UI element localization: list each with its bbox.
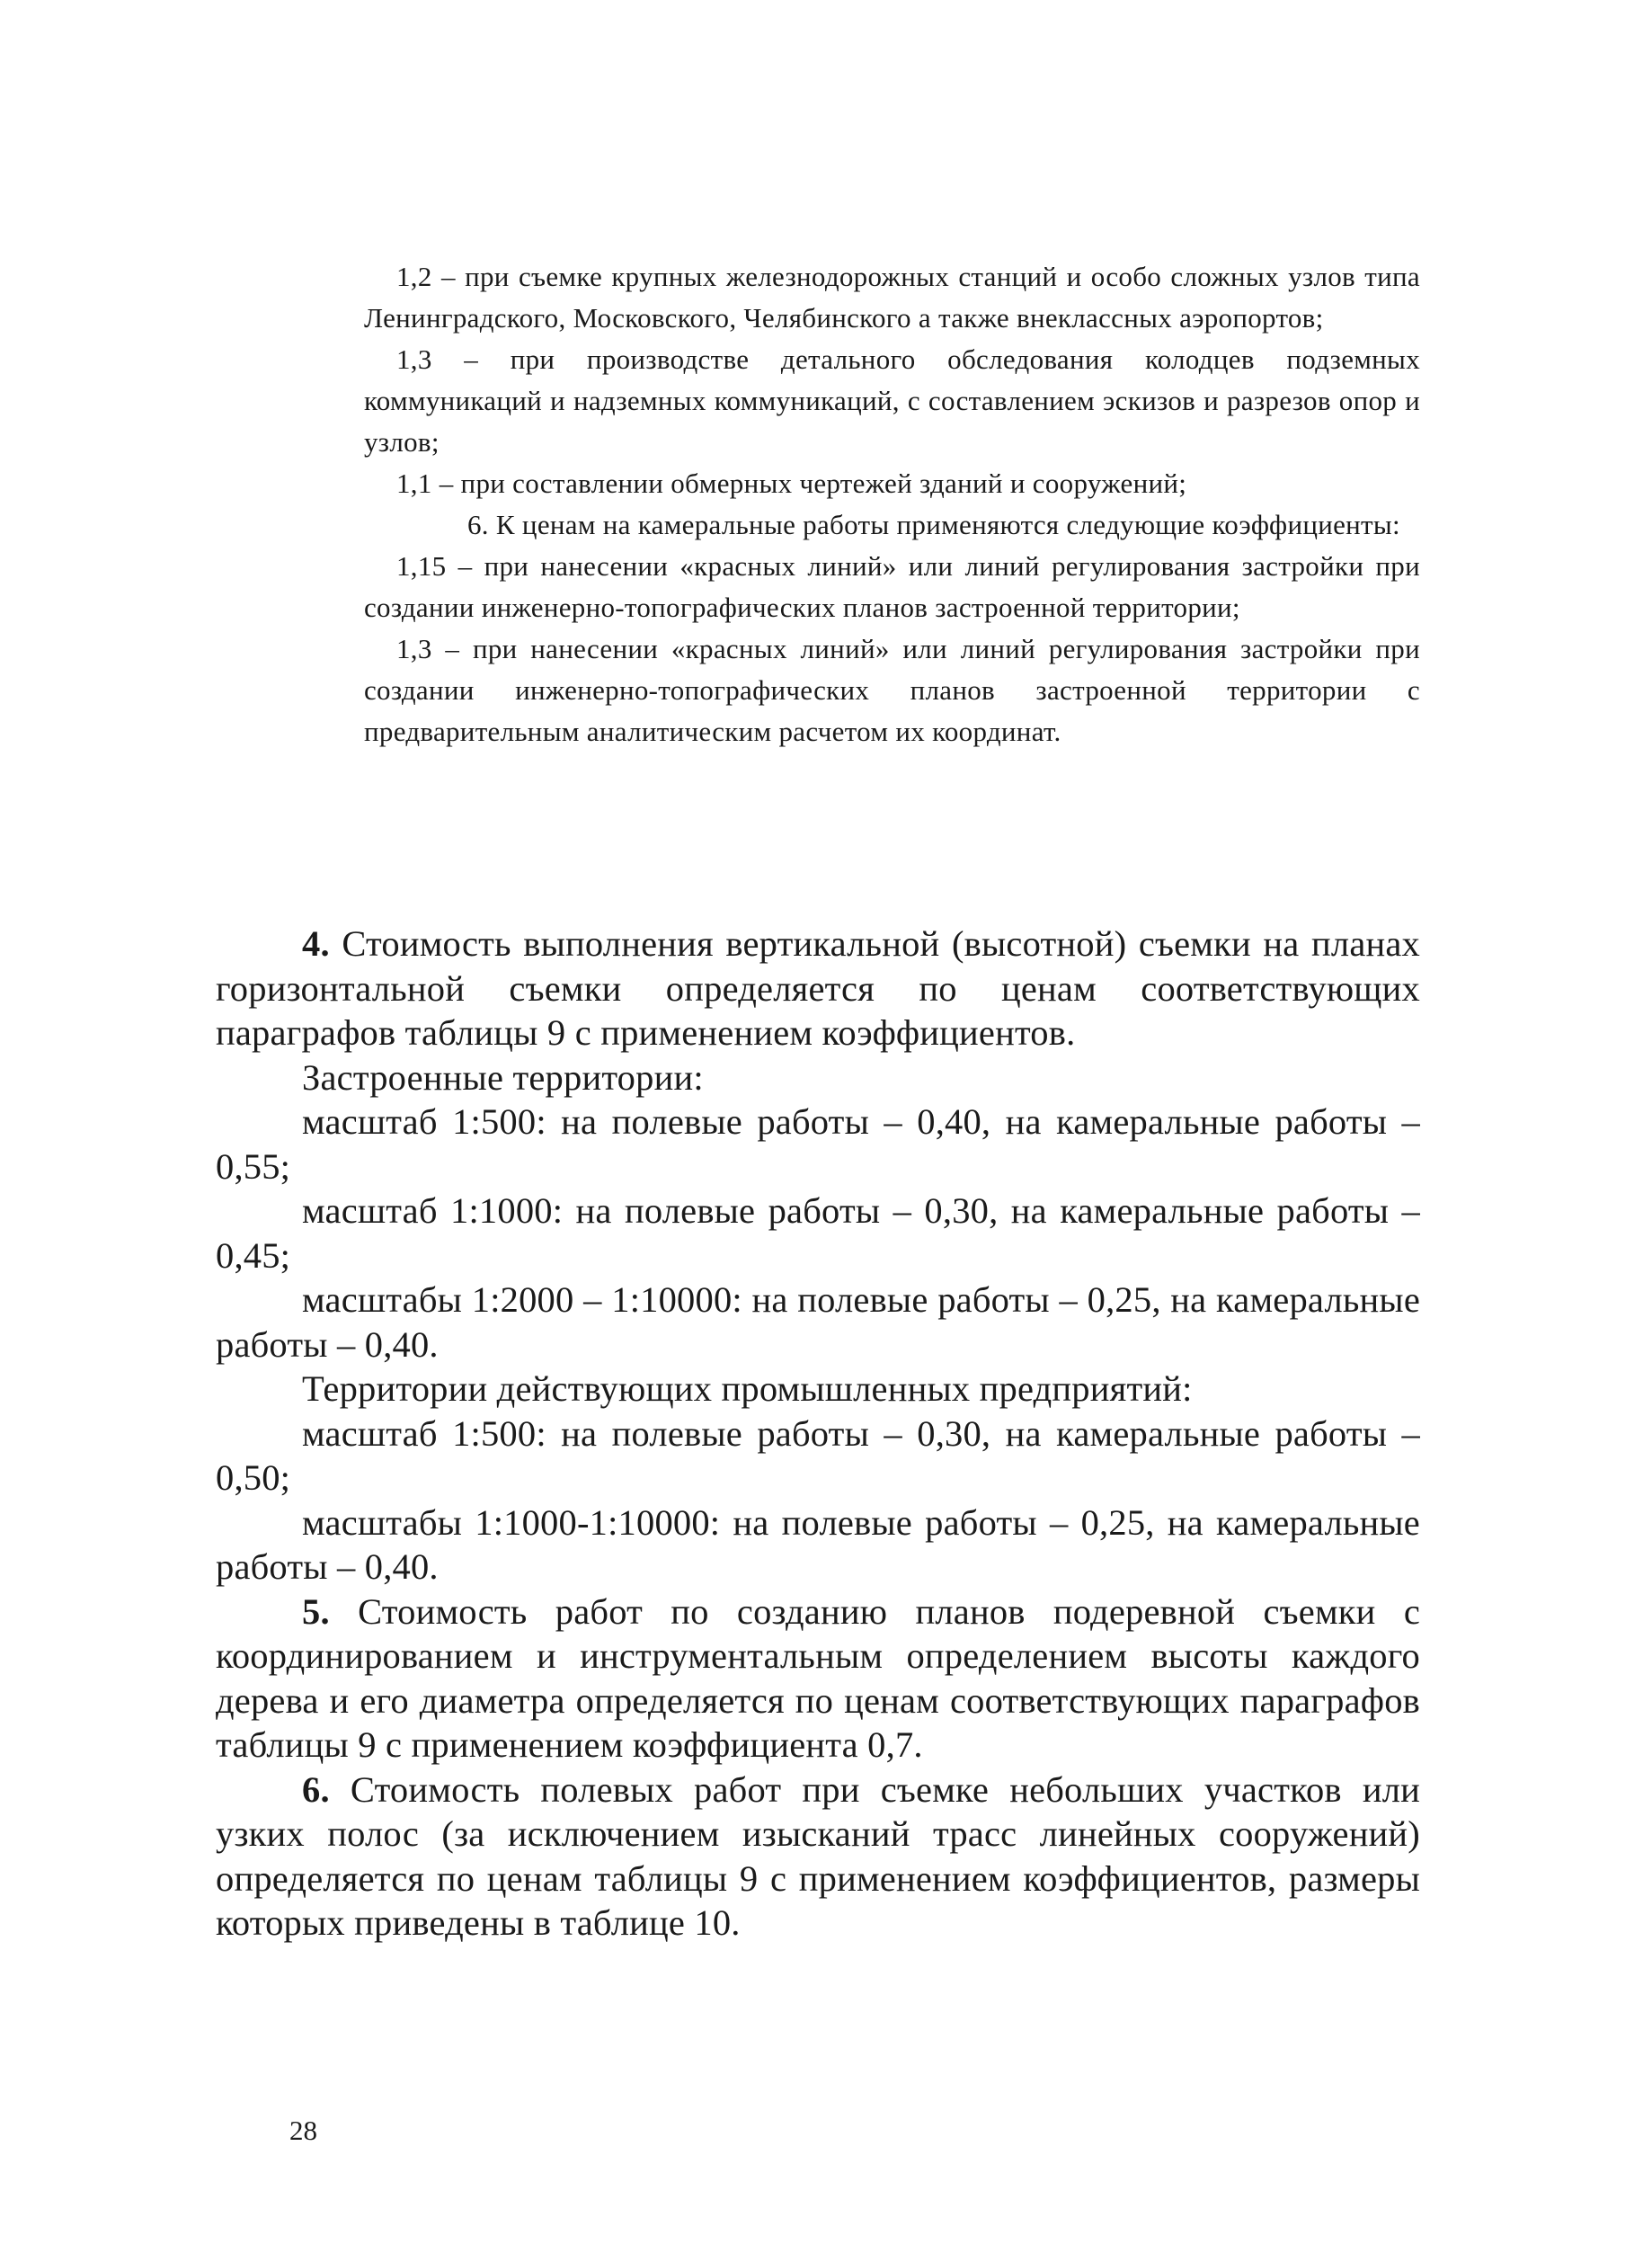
section-4-number: 4. — [302, 923, 330, 964]
coefficient-item: 1,15 – при нанесении «красных линий» или линий регулирования застройки при создании инженерно-топографических планов застроенной территории; — [364, 550, 1420, 623]
industrial-scale-item: масштаб 1:500: на полевые работы – 0,30, на камеральные работы – 0,50; — [216, 1412, 1420, 1498]
section-4-text: Стоимость выполнения вертикальной (высотной) съемки на планах горизонтальной съемки определяется по ценам соответствующих параграфов таблицы 9 с применением коэффициентов. — [216, 923, 1420, 1053]
section-5-number: 5. — [302, 1590, 330, 1632]
section-5-text: Стоимость работ по созданию планов подеревной съемки с координированием и инструментальным определением высоты каждого дерева и его диаметра определяется по ценам соответствующих параграфов таблицы 9 с применением коэффициента 0,7. — [216, 1590, 1420, 1765]
industrial-territories-heading: Территории действующих промышленных предприятий: — [302, 1368, 1193, 1409]
coefficient-item: 1,2 – при съемке крупных железнодорожных станций и особо сложных узлов типа Ленинградского, Московского, Челябинского а также внеклассных аэропортов; — [364, 261, 1420, 334]
section-6-paragraph — [216, 1768, 1420, 1946]
coefficient-item: 1,1 – при составлении обмерных чертежей зданий и сооружений; — [396, 468, 1187, 499]
built-scale-item: масштабы 1:2000 – 1:10000: на полевые работы – 0,25, на камеральные работы – 0,40. — [216, 1279, 1420, 1365]
section-6-text: Стоимость полевых работ при съемке небольших участков или узких полос (за исключением изысканий трасс линейных сооружений) определяется по ценам таблицы 9 с применением коэффициентов, размеры которых приведены в таблице 10. — [216, 1768, 1420, 1943]
coefficient-item: 1,3 – при нанесении «красных линий» или линий регулирования застройки при создании инженерно-топографических планов застроенной территории с предварительным аналитическим расчетом их координат. — [364, 633, 1420, 747]
coefficients-list — [364, 256, 1420, 753]
main-text — [216, 922, 1420, 1946]
coefficient-item: 1,3 – при производстве детального обследования колодцев подземных коммуникаций и надземных коммуникаций, с составлением эскизов и разрезов опор и узлов; — [364, 343, 1420, 458]
built-territories-heading: Застроенные территории: — [302, 1056, 704, 1098]
industrial-scale-item: масштабы 1:1000-1:10000: на полевые работы – 0,25, на камеральные работы – 0,40. — [216, 1501, 1420, 1587]
clause-6-heading: 6. К ценам на камеральные работы применяются следующие коэффициенты: — [467, 509, 1400, 540]
section-5-paragraph — [216, 1590, 1420, 1768]
section-4-paragraph — [216, 922, 1420, 1055]
built-scale-item: масштаб 1:1000: на полевые работы – 0,30, на камеральные работы – 0,45; — [216, 1190, 1420, 1276]
built-scale-item: масштаб 1:500: на полевые работы – 0,40, на камеральные работы – 0,55; — [216, 1101, 1420, 1187]
section-6-number: 6. — [302, 1768, 330, 1810]
page-number: 28 — [289, 2115, 317, 2146]
